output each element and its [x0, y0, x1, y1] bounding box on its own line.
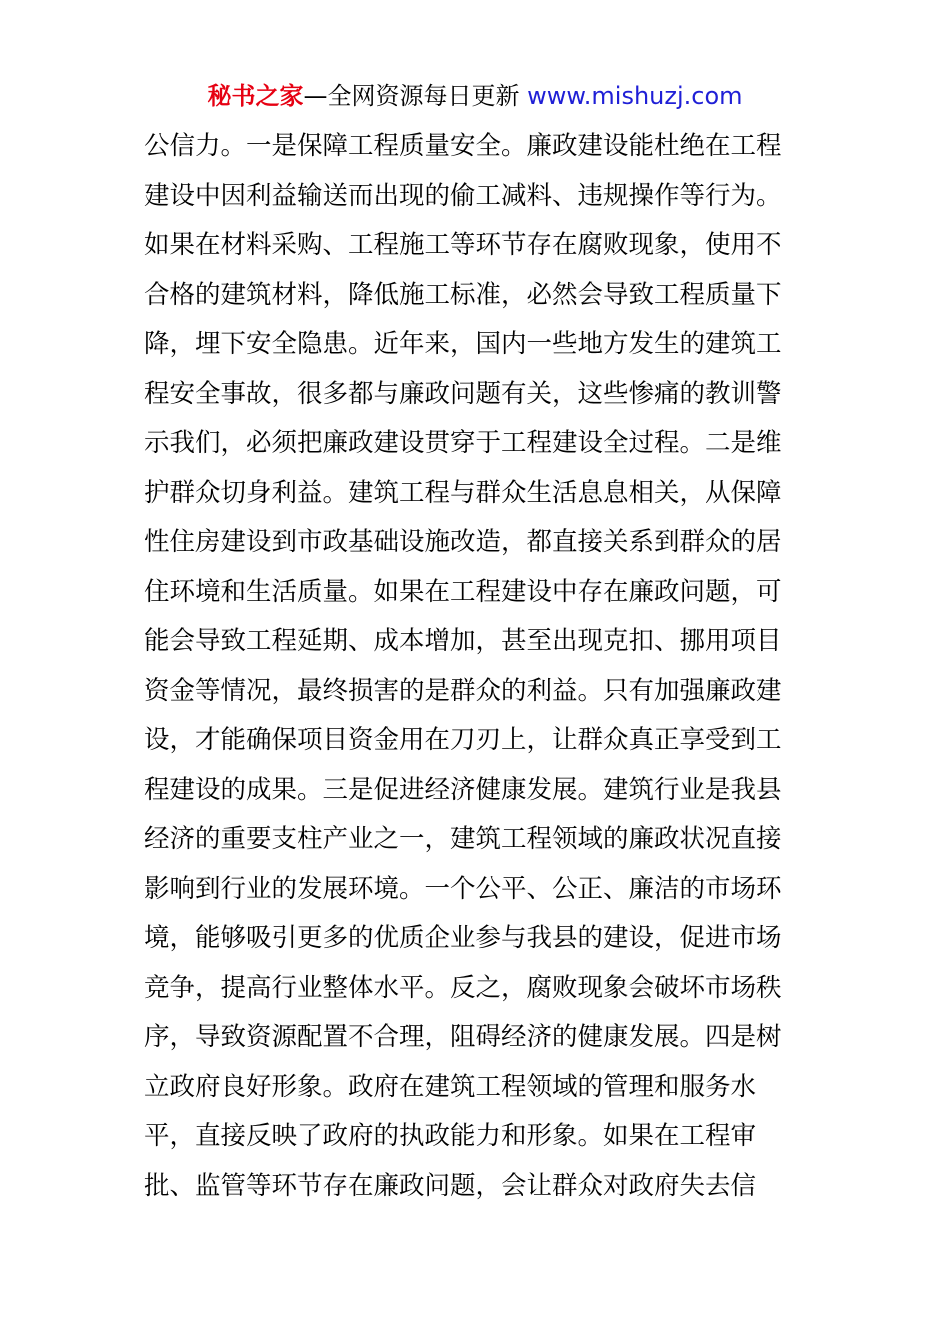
- paragraph-line: 如果在材料采购、工程施工等环节存在腐败现象，使用不: [144, 230, 782, 260]
- paragraph-line: 程建设的成果。三是促进经济健康发展。建筑行业是我县: [144, 774, 782, 805]
- paragraph-line: 合格的建筑材料，降低施工标准，必然会导致工程质量下: [144, 279, 782, 310]
- paragraph-line: 建设中因利益输送而出现的偷工减料、违规操作等行为。: [144, 180, 782, 211]
- paragraph-line: 经济的重要支柱产业之一，建筑工程领域的廉政状况直接: [144, 824, 782, 854]
- paragraph-line: 批、监管等环节存在廉政问题，会让群众对政府失去信: [144, 1170, 757, 1201]
- paragraph-line: 影响到行业的发展环境。一个公平、公正、廉洁的市场环: [144, 873, 782, 904]
- paragraph-line: 境，能够吸引更多的优质企业参与我县的建设，促进市场: [144, 923, 782, 953]
- paragraph-line: 平，直接反映了政府的执政能力和形象。如果在工程审: [144, 1121, 757, 1151]
- paragraph-line: 设，才能确保项目资金用在刀刃上，让群众真正享受到工: [144, 725, 782, 755]
- paragraph-line: 立政府良好形象。政府在建筑工程领域的管理和服务水: [144, 1071, 757, 1102]
- paragraph-line: 能会导致工程延期、成本增加，甚至出现克扣、挪用项目: [144, 626, 782, 656]
- paragraph-line: 程安全事故，很多都与廉政问题有关，这些惨痛的教训警: [144, 378, 782, 409]
- paragraph-line: 序，导致资源配置不合理，阻碍经济的健康发展。四是树: [144, 1022, 782, 1052]
- paragraph-line: 竞争，提高行业整体水平。反之，腐败现象会破坏市场秩: [144, 972, 782, 1003]
- paragraph-line: 示我们，必须把廉政建设贯穿于工程建设全过程。二是维: [144, 428, 782, 458]
- paragraph-line: 护群众切身利益。建筑工程与群众生活息息相关，从保障: [144, 477, 782, 508]
- header-site-link[interactable]: www.mishuzj.com: [527, 82, 743, 110]
- header-slogan: —全网资源每日更新: [303, 82, 520, 110]
- paragraph-line: 降，埋下安全隐患。近年来，国内一些地方发生的建筑工: [144, 329, 782, 359]
- paragraph-line: 公信力。一是保障工程质量安全。廉政建设能杜绝在工程: [144, 131, 782, 161]
- paragraph-line: 住环境和生活质量。如果在工程建设中存在廉政问题，可: [144, 576, 782, 607]
- body-text: [144, 122, 809, 1211]
- paragraph-line: 资金等情况，最终损害的是群众的利益。只有加强廉政建: [144, 675, 782, 706]
- page-header: [0, 80, 950, 112]
- header-brand: 秘书之家: [207, 82, 304, 110]
- paragraph-line: 性住房建设到市政基础设施改造，都直接关系到群众的居: [144, 527, 782, 557]
